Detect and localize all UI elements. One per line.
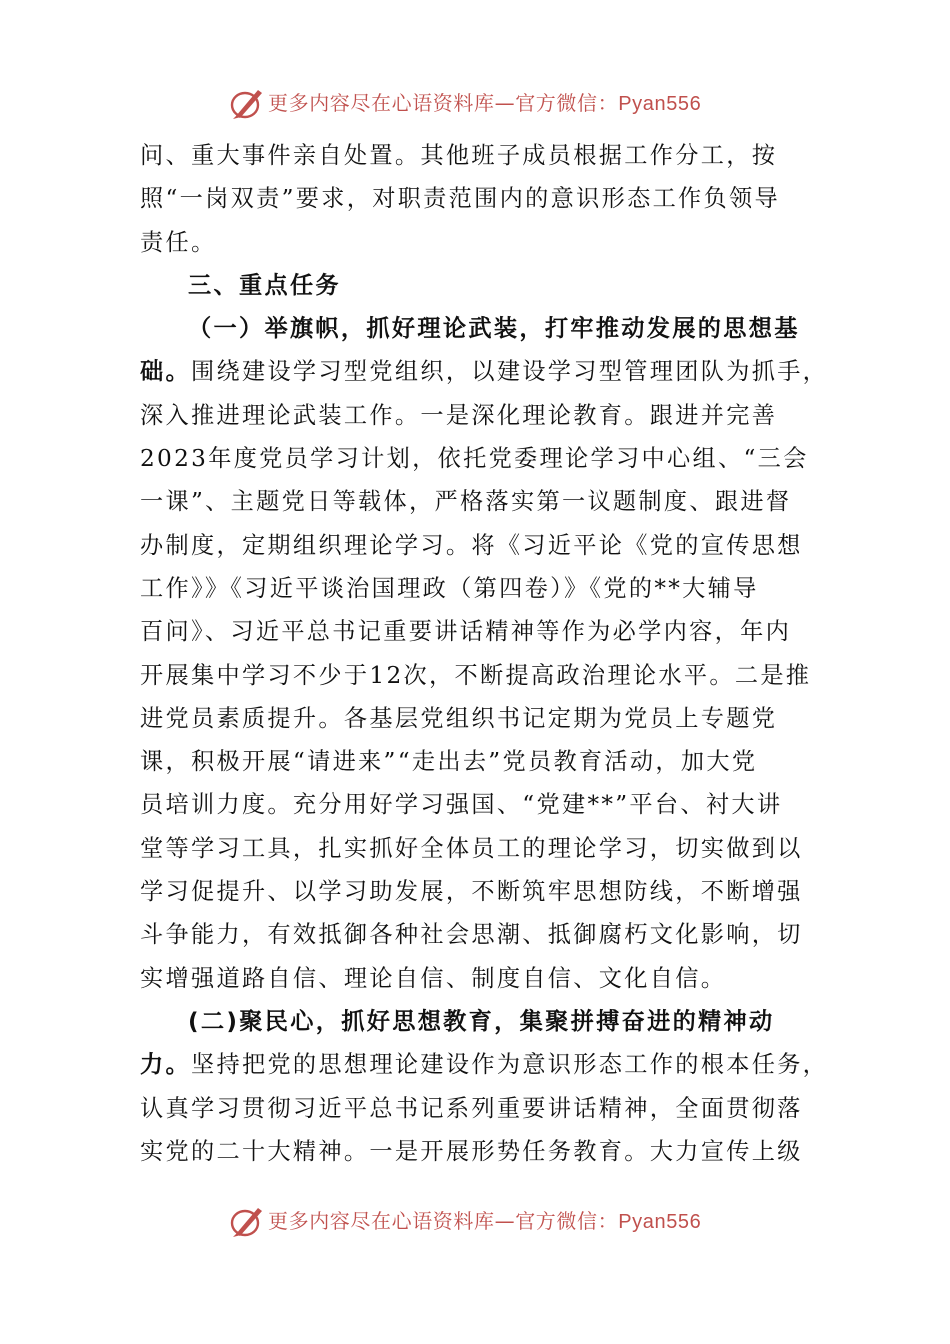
body-line: 实增强道路自信、理论自信、制度自信、文化自信。 xyxy=(140,964,727,992)
body-line: 课，积极开展“请进来”“走出去”党员教育活动，加大党 xyxy=(140,748,758,776)
subsection-heading: （一）举旗帜，抓好理论武装，打牢推动发展的思想基 xyxy=(188,315,800,343)
body-line: 认真学习贯彻习近平总书记系列重要讲话精神，全面贯彻落 xyxy=(140,1094,803,1122)
watermark-text: 更多内容尽在心语资料库—官方微信：Pyan556 xyxy=(268,91,702,115)
body-line: 堂等学习工具，扎实抓好全体员工的理论学习，切实做到以 xyxy=(140,834,803,862)
document-body xyxy=(140,134,829,1173)
section-heading: 三、重点任务 xyxy=(188,271,341,299)
body-line xyxy=(140,350,829,393)
subsection-heading-end: 力。 xyxy=(140,1051,191,1079)
watermark-handle: Pyan556 xyxy=(618,93,702,115)
watermark-banner-top xyxy=(0,84,950,124)
body-line: 2023年度党员学习计划，依托党委理论学习中心组、“三会 xyxy=(140,445,809,473)
body-line: 责任。 xyxy=(140,228,217,256)
body-line: 办制度，定期组织理论学习。将《习近平论《党的宣传思想 xyxy=(140,531,803,559)
body-line: 深入推进理论武装工作。一是深化理论教育。跟进并完善 xyxy=(140,401,778,429)
pen-logo-icon xyxy=(228,86,266,122)
body-line: 斗争能力，有效抵御各种社会思潮、抵御腐朽文化影响，切 xyxy=(140,921,803,949)
watermark-banner-bottom xyxy=(0,1202,950,1242)
body-text: 围绕建设学习型党组织，以建设学习型管理团队为抓手， xyxy=(190,358,829,386)
body-line: 工作》》《习近平谈治国理政（第四卷）》《党的**大辅导 xyxy=(140,574,759,602)
body-line: 照“一岗双责”要求，对职责范围内的意识形态工作负领导 xyxy=(140,185,781,213)
subsection-heading-end: 础。 xyxy=(140,358,191,386)
watermark-text: 更多内容尽在心语资料库—官方微信：Pyan556 xyxy=(268,1209,702,1233)
body-line xyxy=(140,1043,829,1086)
pen-logo-icon xyxy=(228,1204,266,1240)
body-line: 实党的二十大精神。一是开展形势任务教育。大力宣传上级 xyxy=(140,1137,803,1165)
body-line: 问、重大事件亲自处置。其他班子成员根据工作分工，按 xyxy=(140,142,778,169)
body-line: 员培训力度。充分用好学习强国、“党建**”平台、衬大讲 xyxy=(140,791,783,819)
body-line: 开展集中学习不少于12次，不断提高政治理论水平。二是推 xyxy=(140,661,812,689)
body-line: 进党员素质提升。各基层党组织书记定期为党员上专题党 xyxy=(140,704,778,732)
watermark-handle: Pyan556 xyxy=(618,1211,702,1233)
body-line: 一课”、主题党日等载体，严格落实第一议题制度、跟进督 xyxy=(140,488,792,516)
subsection-heading: (二)聚民心，抓好思想教育，集聚拼搏奋进的精神动 xyxy=(188,1007,775,1035)
body-line: 学习促提升、以学习助发展，不断筑牢思想防线，不断增强 xyxy=(140,878,803,906)
body-text: 坚持把党的思想理论建设作为意识形态工作的根本任务， xyxy=(190,1051,829,1079)
body-line: 百问》、习近平总书记重要讲话精神等作为必学内容，年内 xyxy=(140,618,792,646)
